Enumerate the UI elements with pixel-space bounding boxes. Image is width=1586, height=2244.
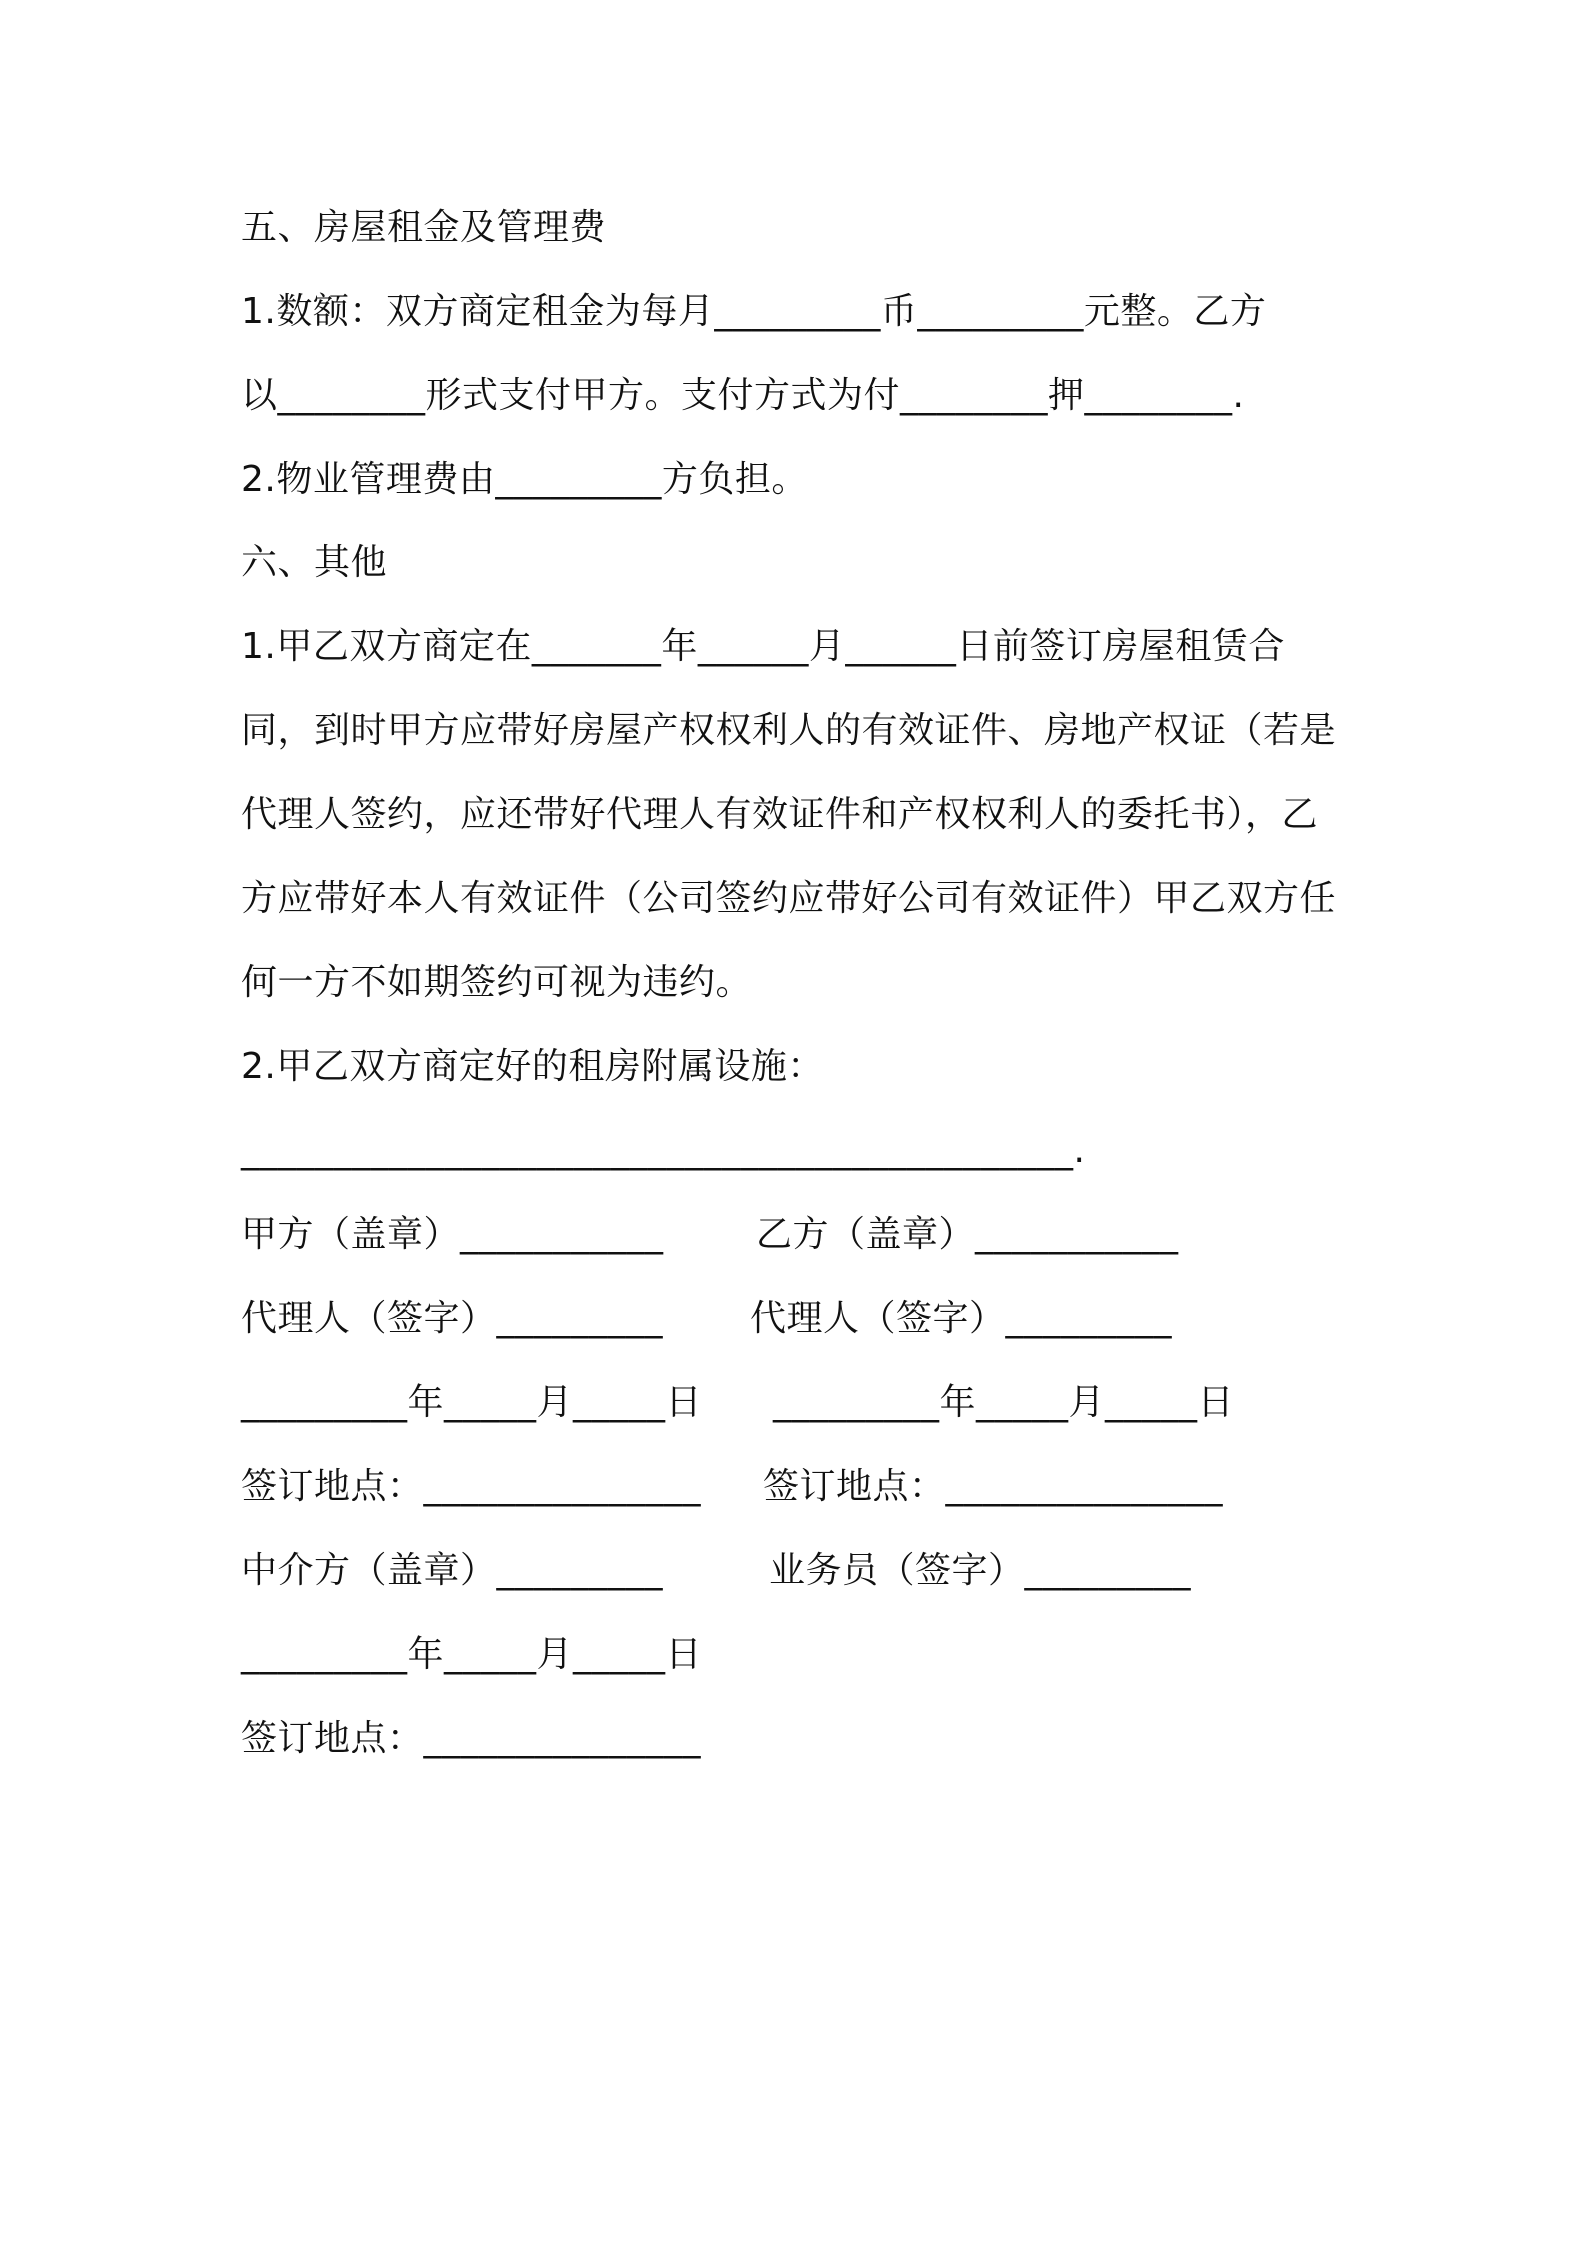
party-a-seal: 甲方（盖章）___________ <box>241 1214 664 1255</box>
broker-seal: 中介方（盖章）_________ <box>241 1550 664 1591</box>
date-b: _________年_____月_____日 <box>773 1382 1234 1423</box>
section6-item2: 2.甲乙双方商定好的租房附属设施： <box>241 1046 824 1087</box>
section6-item1-line4: 方应带好本人有效证件（公司签约应带好公司有效证件）甲乙双方任 <box>241 878 1337 919</box>
place-b: 签订地点：_______________ <box>763 1466 1224 1507</box>
section6-item1-line5: 何一方不如期签约可视为违约。 <box>241 962 753 1003</box>
salesperson-sign: 业务员（签字）_________ <box>769 1550 1192 1591</box>
section6-item1-line1: 1.甲乙双方商定在_______年______月______日前签订房屋租赁合 <box>241 626 1285 667</box>
date-a: _________年_____月_____日 <box>241 1382 702 1423</box>
section6-item2-blank: _____________________________________________. <box>241 1130 1086 1171</box>
broker-date: _________年_____月_____日 <box>241 1634 702 1675</box>
broker-place: 签订地点：_______________ <box>241 1718 702 1759</box>
agent-a-sign: 代理人（签字）_________ <box>241 1298 664 1339</box>
section5-heading: 五、房屋租金及管理费 <box>241 207 607 248</box>
section6-item1-line3: 代理人签约，应还带好代理人有效证件和产权权利人的委托书），乙 <box>241 794 1319 835</box>
section5-item1-line2: 以________形式支付甲方。支付方式为付________押________. <box>241 375 1245 416</box>
agent-b-sign: 代理人（签字）_________ <box>750 1298 1173 1339</box>
section5-item1-line1: 1.数额：双方商定租金为每月_________币_________元整。乙方 <box>241 291 1267 332</box>
party-b-seal: 乙方（盖章）___________ <box>756 1214 1179 1255</box>
section5-item2: 2.物业管理费由_________方负担。 <box>241 459 808 500</box>
section6-heading: 六、其他 <box>241 542 388 583</box>
place-a: 签订地点：_______________ <box>241 1466 702 1507</box>
section6-item1-line2: 同，到时甲方应带好房屋产权权利人的有效证件、房地产权证（若是 <box>241 710 1337 751</box>
